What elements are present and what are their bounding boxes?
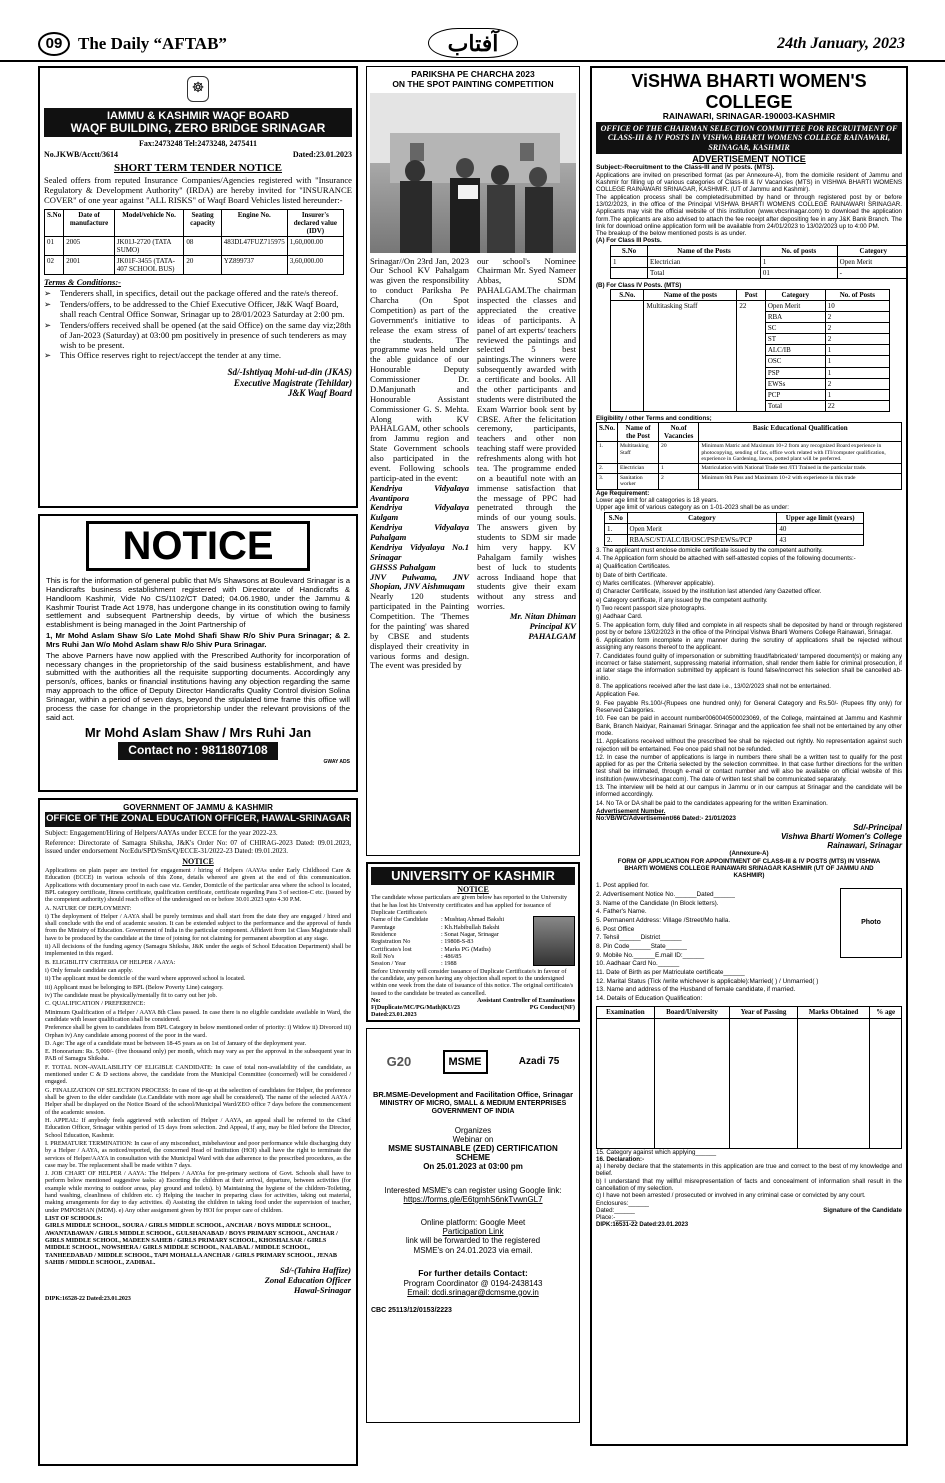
vehicle-cell: 1,60,000.00 <box>287 237 343 256</box>
zeo-clause: E. Honorarium: Rs. 5,000/- (five thousand only) per month, which may vary as per the approval in the subsequent year in PAB of Samagra Shiksha. <box>45 1048 351 1063</box>
terms-item: 10. Fee can be paid in account number0060040500023069, of the College, maintained at Jammu and Kashmir Bank, Branch Naidyar, Rainawari Srinagar. Srinagar and the application fee shall not be entertained by any other mode. <box>596 715 902 737</box>
eligibility-cell: 1. <box>597 442 618 464</box>
age-header: Upper age limit (years) <box>777 512 864 523</box>
zeo-clause: A. NATURE OF DEPLOYMENT: <box>45 904 132 912</box>
middle-column <box>366 66 580 1423</box>
form-field: 5. Permanent Address: Village /Street/Mo halla. <box>596 917 731 925</box>
arrow-icon: ➢ <box>44 350 52 361</box>
waqf-fax: Fax:2473248 Tel:2473248, 2475411 <box>138 139 257 149</box>
vehicle-cell: 02 <box>45 256 64 275</box>
zeo-clause: H. APPEAL: If anybody feels aggrieved with selection of Helper / AAYA, an appeal shall be referred to the Chief Education Officer, Srinagar within period of 15 days from selection. 2nd Appeal, if any, may be filed before the Director, School Education, Kashmir. <box>45 1116 351 1139</box>
form-field: 14. Details of Education Qualification: <box>596 994 703 1002</box>
ad-agency-tag: GWAY ADS <box>323 759 350 766</box>
photo-box: Photo <box>840 888 902 958</box>
zeo-clause: F. TOTAL NON-AVAILABILITY OF ELIGIBLE CANDIDATE: In case of total non-availability of the candidate, as mentioned under C & D sections above, the candidate from the Municipal Committee (concerned) will be considered / engaged. <box>45 1063 351 1086</box>
eligibility-cell: Minimum 8th Pass and Maximum 10+2 with experience in this trade <box>699 473 902 489</box>
eligibility-heading: Eligibility / other Terms and conditions; <box>596 414 712 422</box>
selection-committee: OFFICE OF THE CHAIRMAN SELECTION COMMITTEE FOR RECRUITMENT OF CLASS-III & IV POSTS IN VISHWA BHARTI WOMENS COLLEGE RAINAWARI, SRINAGAR, KASHMIR <box>596 122 902 154</box>
class-iv-count: 2 <box>825 312 889 323</box>
article-title-1: PARIKSHA PE CHARCHA 2023 <box>411 69 535 79</box>
msme-office: BR.MSME-Development and Facilitation Office, Srinagar <box>372 1090 574 1099</box>
candidate-field: Roll No's : 486/85 <box>371 952 462 960</box>
declaration-item: c) I have not been arrested / prosecuted or involved in any criminal case or convicted by any court. <box>596 1192 866 1200</box>
education-header: % age <box>870 1007 902 1018</box>
class-iii-cell: - <box>837 267 908 278</box>
term-item: ➢ Tenders/offers, to be addressed to the Chief Executive Officer, J&K Waqf Board, shall reach Central Office Sonwar, Srinagar up to 28/01/2023 Saturday at 2:00 pm. <box>44 299 345 319</box>
class-iv-header: Name of the posts <box>644 290 737 301</box>
class-iv-category: ALC/IB <box>765 345 825 356</box>
advertisement-number-label: Advertisement Number. <box>596 808 666 816</box>
class-iv-count: 2 <box>825 378 889 389</box>
left-column <box>38 66 358 1472</box>
age-cell: 1. <box>605 523 628 534</box>
declarations <box>596 1163 902 1200</box>
age-cell: 2. <box>605 534 628 545</box>
msme-cbc: CBC 25113/12/0153/2223 <box>371 1306 452 1314</box>
education-header: Year of Passing <box>730 1007 797 1018</box>
terms-item: 14. No TA or DA shall be paid to the candidates appearing for the written Examination. <box>596 799 828 807</box>
candidate-field: Parentage : Kh.Habibullah Bakshi <box>371 923 500 931</box>
kashmir-university-notice <box>366 862 580 1022</box>
education-table <box>596 1006 902 1148</box>
class-iii-cell: 01 <box>760 267 837 278</box>
form-field: 9. Mobile No.______E.mail ID:______ <box>596 951 704 959</box>
zeo-clause: i) Only female candidate can apply. <box>45 967 133 975</box>
eligibility-row <box>597 464 902 473</box>
waqf-signature: Sd/-Ishtiyaq Mohi-ud-din (JKAS) Executive Magistrate (Tehildar) J&K Waqf Board <box>227 367 352 398</box>
class-iii-row <box>611 256 909 267</box>
age-cell: RBA/SC/ST/ALC/IB/OSC/PSP/EWSs/PCP <box>627 534 777 545</box>
vehicle-table <box>44 209 344 275</box>
eligibility-header: No.of Vacancies <box>659 423 699 442</box>
university-intro: The candidate whose particulars are given below has reported to the University that he has lost his University certificates and has applied for issuance of Duplicate Certificate/s <box>371 894 568 917</box>
class-iv-category: RBA <box>765 312 825 323</box>
zeo-dipk: DIPK:16528-22 Dated:23.01.2023 <box>45 1295 131 1302</box>
article-title-2: ON THE SPOT PAINTING COMPETITION <box>392 78 554 89</box>
principal-signature: Sd/-Principal Vishwa Bharti Women's College Rainawari, Srinagar <box>780 822 902 851</box>
page-number: 09 <box>38 32 70 56</box>
msme-register: Interested MSME's can register using Google link: <box>384 1185 562 1195</box>
newspaper-logo: آفتاب <box>428 28 518 58</box>
class-iv-category: ST <box>765 334 825 345</box>
terms-item: 5. The application form, duly filled and complete in all respects shall be deposited by hand or through registered post by or before 13/02/2023 in the office of the Principal Vishwa Bharti Womens College Rainawari, Srinagar. <box>596 621 902 636</box>
age-header: S.No <box>605 512 628 523</box>
vehicle-header: Insurer's declared value (IDV) <box>287 209 343 236</box>
class-iii-header: Category <box>837 245 908 256</box>
msme-date: On 25.01.2023 at 03:00 pm <box>423 1162 523 1172</box>
college-name: ViSHWA BHARTI WOMEN'S COLLEGE <box>631 71 867 112</box>
vehicle-cell: 20 <box>184 256 221 275</box>
form-field: 11. Date of Birth as per Matriculate certificate______ <box>596 968 745 976</box>
age-table <box>604 512 864 546</box>
university-body: Before University will consider issuance of Duplicate Certificate/s in favour of the candidate, any person having any objection shall report to the undersigned within one week from the date of issuance of this notice. The original certificate/s issued to the candidate be treated as cancelled. <box>371 967 574 997</box>
class-iv-header: Category <box>765 290 825 301</box>
waqf-intro: Sealed offers from reputed Insurance Companies/Agencies registered with "Insurance Regulatory & Development Authority" (IRDA) are hereby invited for "INSURANCE COVER" of one year against "ALL RISKS" of Waqf Board Vehicles listed hereunder:- <box>44 175 352 206</box>
waqf-org-name: IAMMU & KASHMIR WAQF BOARD WAQF BUILDING, ZERO BRIDGE SRINAGAR <box>44 108 352 137</box>
zeo-office: OFFICE OF THE ZONAL EDUCATION OFFICER, HAWAL-SRINAGAR <box>45 812 351 826</box>
terms-title: Terms & Conditions:- <box>44 277 122 288</box>
article-body <box>370 257 576 672</box>
vbwc-advertisement <box>590 66 908 1446</box>
msme-logo-icon: MSME <box>443 1050 488 1075</box>
vbwc-breakup: The breakup of the below mentioned posts is as under. <box>596 230 747 238</box>
article-left-text: Srinagar//On 23rd Jan, 2023 Our School KV Pahalgam was given the responsibility to conduct Pariksha Pe Charcha (On Spot Competition) as part of the Government's initiative to release the exam stress of the students. The programme was held under the able guidance of our Honourable Deputy Commissioner Dr. D.Manjunath and Honourable Assistant Commissioner G. S. Mehta. Along with KV PAHALGAM, other schools from Jammu region and State Government schools also participated in the event. Following schools particip-ated in the event: <box>370 255 469 483</box>
class-iv-header: S.No. <box>611 290 644 301</box>
zeo-signature: Sd/-(Tahira Haffize) Zonal Education Officer Hawal-Srinagar <box>264 1265 351 1295</box>
vehicle-header: Seating capacity <box>184 209 221 236</box>
class-iv-post: Multitasking Staff <box>644 301 737 411</box>
msme-scheme: MSME SUSTAINABLE (ZED) CERTIFICATION SCHEME <box>388 1144 558 1163</box>
shawsons-notice <box>38 514 358 792</box>
term-item: ➢ Tenderers shall, in specifics, detail out the package offered and the rate/s thereof. <box>44 288 339 299</box>
eligibility-cell: 3. <box>597 473 618 489</box>
form-field: 10. Aadhaar Card No.______ <box>596 960 680 968</box>
candidate-field: Registration No : 19808-S-83 <box>371 938 474 946</box>
zeo-clause: G. FINALIZATION OF SELECTION PROCESS: In case of tie-up at the selection of candidates for Helper, the preference shall be given to the elder candidate (i.e.Candidate with more age shall be considered). The name of the selected AAYA / Helper shall be displayed on the Notice Board of the school/Municipal Ward/ZEO office 7 days before the commencement of the academic session. <box>45 1086 351 1116</box>
eligibility-header: Basic Educational Qualification <box>699 423 902 442</box>
class-iv-count: 1 <box>825 367 889 378</box>
class-iv-post-count: 22 <box>737 301 766 411</box>
form-field: 2. Advertisement Notice No.______Dated______ <box>596 891 735 899</box>
class-iv-table <box>610 289 890 412</box>
zeo-schools: GIRLS MIDDLE SCHOOL, SOURA / GIRLS MIDDLE SCHOOL, ANCHAR / BOYS MIDDLE SCHOOL, AWANTABAWAN / GIRLS MIDDLE SCHOOL, GULSHANABAD / BOYS PRIMARY SCHOOL, ANCHAR / GIRLS MIDDLE SCHOOL, MADEEN SAHEB / GIRLS PRIMARY SCHOOL, KHOSHALSAR / GIRLS MIDDLE SCHOOL, NOWSHERA / GIRLS MIDDLE SCHOOL, NALABAL / MIDDLE SCHOOL, TANHEEDABAD / MIDDLE SCHOOL, TAPI MOHALLA ANCHAR / GIRLS PRIMARY SCHOOL, JENAB SAHIB / MIDDLE SCHOOL, ZADIBAL. <box>45 1222 338 1266</box>
msme-register-link[interactable]: https://forms.gle/E6tgmhS6nkTvwnGL7 <box>403 1194 543 1204</box>
notice-para-1: This is for the information of general public that M/s Shawsons at Boulevard Srinagar is a Handicrafts business establishment registered with Directorate of Handicrafts & Handloom Kashmir, Vide No CS/1102/CT Dated; 04.06.1980, under the Jammu & Kashmir Tourist Trade Act 1978, has undergone change in its constitution owing to family settlement and subsequent Partnership deeds, by virtue of which the business establishment is being managed in the Joint Partnership of <box>46 576 350 630</box>
issue-date: 24th January, 2023 <box>777 35 905 52</box>
terms-items <box>596 547 902 807</box>
eligibility-cell: Electrician <box>617 464 658 473</box>
eligibility-cell: Multitasking Staff <box>617 442 658 464</box>
vehicle-cell: 2005 <box>64 237 115 256</box>
vbwc-para-2: The application process shall be completed/submitted by hand or through registered post by or before 13/02/2023, in the office of the Principal VISHWA BHARTI WOMENS COLLEGE RAINAWARI SRINAGAR. Applicants may visit the official website of this institution (www.vbcsrinagar.com) to download the application form.The applicants are also advised to attach the fee receipt after depositing fee in any J&K Bank Branch. The link for download online application form will be available from 24/01/2023 to 13/02/2023 up to 4:00 PM. <box>596 193 902 230</box>
class-iv-count: 1 <box>825 345 889 356</box>
class-iv-category: PCP <box>765 389 825 400</box>
school-name: Kendriya Vidyalaya Kulgam <box>370 502 469 523</box>
masthead <box>0 0 945 62</box>
eligibility-row <box>597 442 902 464</box>
class-iv-category: SC <box>765 323 825 334</box>
zeo-gov: GOVERNMENT OF JAMMU & KASHMIR <box>123 803 273 812</box>
eligibility-cell: 1 <box>659 464 699 473</box>
vehicle-cell: 2001 <box>64 256 115 275</box>
term-item: ➢ This Office reserves right to reject/accept the tender at any time. <box>44 350 282 361</box>
vehicle-row <box>45 256 344 275</box>
msme-organizes: Organizes <box>454 1125 492 1135</box>
class-iii-heading: (A) For Class III Posts. <box>596 237 662 245</box>
class-iii-row <box>611 267 909 278</box>
terms-item: d) Character Certificate, issued by the institution last attended /any Gazetted officer. <box>596 588 822 596</box>
eligibility-cell: Sanitation worker <box>617 473 658 489</box>
msme-webinar-ad <box>366 1028 580 1423</box>
arrow-icon: ➢ <box>44 299 52 309</box>
terms-item: a) Qualification Certificates. <box>596 563 671 571</box>
eligibility-cell: 20 <box>659 442 699 464</box>
class-iv-count: 10 <box>825 301 889 312</box>
school-name: Kendriya Vidyalaya No.1 Srinagar <box>370 541 469 562</box>
emblem-icon: ☸ <box>187 76 209 102</box>
zeo-clause: Preference shall be given to candidates from BPL Category in below mentioned order of priority: i) Widow ii) Divorced iii) Orphan iv) Any candidate among poorest of the poor in the ward. <box>45 1024 351 1039</box>
class-iv-header: Post <box>737 290 766 301</box>
waqf-ref: No.JKWB/Acctt/3614 Dated:23.01.2023 <box>44 150 352 160</box>
zeo-clause: Minimum Qualification of a Helper / AAYA 8th Class passed. In case there is no eligible candidate available in Ward, the candidate with lesser qualification shall be considered. <box>45 1008 351 1023</box>
age-heading: Age Requirement: <box>596 489 650 497</box>
vbwc-para-1: Applications are invited on prescribed format (as per Annexure-A), from the domicile resident of Jammu and Kashmir for filling up of various categories of Class-III & IV Vacancies (MTS) in VISHWA BHARTI WOMENS COLLEGE RAINAWARI SRINAGAR, KASHMIR. (UT of Jammu and Kashmir). <box>596 171 902 194</box>
vbwc-dipk: DIPK:16531-22 Dated:23.01.2023 <box>596 1221 689 1228</box>
form-field: 8. Pin Code______State______ <box>596 942 687 950</box>
event-photo <box>370 93 576 253</box>
form-field-16: 16. Declaration:- <box>596 1155 645 1163</box>
g20-logo-icon: G20 <box>386 1053 412 1069</box>
waqf-title: SHORT TERM TENDER NOTICE <box>113 161 283 174</box>
terms-item: 4. The Application form should be attached with self-attested copies of the following documents:- <box>596 555 856 563</box>
class-iii-cell: Open Merit <box>837 256 908 267</box>
candidate-photo <box>533 916 575 966</box>
form-title: FORM OF APPLICATION FOR APPOINTMENT OF CLASS-III & IV POSTS (MTS) IN VISHWA BHARTI WOMENS COLLEGE RAINAWARI SRINAGAR KASHMIR (UT OF JAMMU AND KASHMIR) <box>617 857 881 880</box>
article-right-text: our school's Nominee Chairman Mr. Syed Nameer Abbas, SDM PAHALGAM.The chairman inspected the classes and appreciated the creative ideas of participants. A panel of art experts/ teachers reviewed the paintings and selected 5 best paintings.The winners were subsequently awarded with a certificate and books. All the other participants and students were distributed the Exam Warrior book sent by CBSE. After the felicitation ceremony, participants, teachers and other non teaching staff were provided refreshments along with hot tea. The programme ended on a beautiful note with an immense satisfaction that the message of PPC had penetrated through the minds of our young souls. The answers given by students to SDM sir made him very happy. KV Pahalgam family wishes best of luck to students across Indiaand hope that students give their exam without any stress and worries. <box>477 255 576 612</box>
form-field-15: 15. Category against which applying______ <box>596 1148 717 1156</box>
pariksha-article <box>366 66 580 856</box>
vehicle-cell: YZ899737 <box>221 256 287 275</box>
annexure-label: (Annexure-A) <box>729 850 769 858</box>
education-header: Examination <box>597 1007 655 1018</box>
terms-item: 6. Application form incomplete in any manner during the scrutiny of applications shall be rejected without assigning any reasons thereof to the applicant. <box>596 637 902 652</box>
msme-contact: For further details Contact: <box>418 1267 528 1278</box>
terms-item: c) Marks certificates. (Wherever applicable). <box>596 579 715 587</box>
school-name: Kendriya Vidyalaya Pahalgam <box>370 522 469 543</box>
newspaper-name: The Daily “AFTAB” <box>78 34 227 53</box>
zeo-subject: Subject: Engagement/Hiring of Helpers/AAYAs under ECCE for the year 2022-23. <box>45 828 278 837</box>
zeo-title: NOTICE <box>182 856 214 866</box>
form-field: 12. Marital Status (Tick /write whichever is applicable):Married( ) / Unmarried( ) <box>596 977 819 985</box>
notice-para-2: The above Parners have now applied with the Prescribed Authority for incorporation of necessary changes in the proprietorship of the said business establishment, and have submitted with the authorities all the requisite supporting documents. Accordingly any person/s, offices, banks or financial institutions having any objection regarding the same may approach to the office of Deputy Director Handicrafts Quality Control division Solina Srinagar, within a period of seven days, beyond the stipulated time frame this office will process the case for change in the proprietorship under the relevant provisions of the said act. <box>46 650 350 722</box>
candidate-fields <box>371 916 529 967</box>
msme-gov: GOVERNMENT OF INDIA <box>431 1107 515 1115</box>
class-iii-header: No. of posts <box>760 245 837 256</box>
class-iv-count: 2 <box>825 323 889 334</box>
advertisement-title: ADVERTISEMENT NOTICE <box>692 153 806 164</box>
zeo-clause: iii) Applicant must be belonging to BPL (Below Poverty Line) category. <box>45 983 224 991</box>
terms-item: 8. The applications received after the last date i.e., 13/02/2023 shall not be entertained. <box>596 683 831 691</box>
participating-schools <box>370 484 469 593</box>
eligibility-row <box>597 473 902 489</box>
vehicle-header: Date of manufacture <box>64 209 115 236</box>
vehicle-header: S.No <box>45 209 64 236</box>
school-name: GHSSS Pahalgam <box>370 561 436 572</box>
eligibility-cell: Minimum Matric and Maximum 10+2 from any recognized Board experience in photocopying, sending of fax, office work related with ITI/computer qualification, experience in Gardening, lawns, potted plant will be preferred. <box>699 442 902 464</box>
age-upper: Upper age limit of various category as on 1-01-2023 shall be as under: <box>596 504 789 512</box>
age-cell: 40 <box>777 523 864 534</box>
age-cell: Open Merit <box>627 523 777 534</box>
article-left-column <box>370 257 469 672</box>
class-iv-category: OSC <box>765 356 825 367</box>
article-right-column <box>477 257 576 672</box>
terms-item: 3. The applicant must enclose domicile certificate issued by the competent authority. <box>596 546 823 554</box>
event-photo-illustration <box>370 93 576 253</box>
education-header: Board/University <box>654 1007 729 1018</box>
class-iv-category: PSP <box>765 367 825 378</box>
article-signature: Mr. Nitan Dhiman Principal KV PAHALGAM <box>509 611 576 641</box>
class-iv-row <box>611 301 890 312</box>
candidate-field: Session / Year : 1988 <box>371 960 457 968</box>
eligibility-header: Name of the Post <box>617 423 658 442</box>
zeo-notice <box>38 798 358 1466</box>
zeo-clause: C. QUALIFICATION / PREFERENCE: <box>45 1000 146 1008</box>
zeo-clause: Applications on plain paper are invited for engagement / hiring of Helpers /AAYAs under Early Childhood Care & Education (ECCE) in various schools of this Zone, details whereof are given at the end of this communication. Applications with documentary proof in each case viz. Gender, Domicile of the particular area where the school is located, BPL category certificate, fitness certificate, qualification certificate, certificate regarding Para 3 of section-C etc. (issued by the competent authority) should reach office of the undersigned on or before 30.01.2023 upto 4.30 P.M. <box>45 866 351 904</box>
zeo-schools-title: LIST OF SCHOOLS: <box>45 1215 103 1223</box>
class-iv-category: EWSs <box>765 378 825 389</box>
waqf-tender-ad <box>38 66 358 508</box>
msme-logos <box>371 1033 575 1091</box>
terms-item: e) Category certificate, if any issued by the competent authority. <box>596 596 768 604</box>
terms-item: Application Fee. <box>596 691 640 699</box>
terms-item: b) Date of birth Certificate. <box>596 571 668 579</box>
eligibility-cell: Matriculation with National Trade test /ITI Trained in the particular trade. <box>699 464 902 473</box>
terms-item: g) Aadhaar Card. <box>596 613 643 621</box>
class-iii-table <box>610 245 908 279</box>
class-iii-header: S.No <box>611 245 648 256</box>
eligibility-header: S.No. <box>597 423 618 442</box>
vehicle-cell: JK01J-2720 (TATA SUMO) <box>114 237 184 256</box>
term-item: ➢ Tenders/offers received shall be opened (at the said Office) on the same day viz;28th of Jan-2023 (Saturday) at 03:00 pm positively in presence of such tenderers as may wish to be present. <box>44 319 351 350</box>
age-header: Category <box>627 512 777 523</box>
vehicle-cell: JK01F-3455 (TATA-407 SCHOOL BUS) <box>114 256 184 275</box>
msme-coordinator: Program Coordinator @ 0194-2438143 <box>403 1278 543 1288</box>
class-iii-cell: Total <box>648 267 761 278</box>
eligibility-cell: 2 <box>659 473 699 489</box>
terms-item: 7. Candidates found guilty of impersonation or submitting fraud/fabricated/ tampered document(s) or making any incorrect or false statement, suppressing material information, shall render them liable for criminal prosecution, if at later stage the information submitted by applicant is found false/incorrect his selection shall be cancelled ab-initio. <box>596 652 902 682</box>
declaration-item: a) I hereby declare that the statements in this application are true and correct to the best of my knowledge and belief. <box>596 1163 902 1178</box>
vehicle-cell: 3,60,000.00 <box>287 256 343 275</box>
class-iii-cell <box>611 267 648 278</box>
terms-item: 11. Applications received without the prescribed fee shall be rejected out rightly. No representation against such rejection will be entertained. Fee once paid shall not be refunded. <box>596 738 902 753</box>
zeo-clause: i) The deployment of Helper / AAYA shall be purely terminus and shall start from the date they are engaged / hired and shall conclude with the end of academic session. It can be extended subject to the performance and the approval of funds from the Ministry of Education. Government of India in the particular component. Affidavit from 1st Class Magistrate shall have to be produced by the candidate at the time of joining for not claiming for permanent absorption at any stage. <box>45 912 351 942</box>
zeo-body <box>45 867 351 1214</box>
arrow-icon: ➢ <box>44 288 52 299</box>
university-footer: No: F(Duplicate/MC/PG/Math)KU/23 Dated:23.01.2023 Assistant Controller of Examinations PG Conduct(NF) <box>371 996 575 1019</box>
msme-forward: link will be forwarded to the registered MSME's on 24.01.2023 via email. <box>405 1236 541 1255</box>
zeo-clause: D. Age: The age of a candidate must be between 18-45 years as on 1st of January of the deployment year. <box>45 1039 307 1047</box>
class-iv-category: Total <box>765 400 825 411</box>
form-footer: Enclosures:______ Dated:______ Place:-______ Signature of the Candidate <box>596 1199 902 1222</box>
advertisement-number: No:VB/WC/Advertisement/66 Dated:- 21/01/2023 <box>596 815 736 823</box>
azadi-logo-icon: Azadi 75 <box>518 1056 560 1068</box>
class-iv-category: Open Merit <box>765 301 825 312</box>
form-field: 13. Name and address of the Husband of female candidate, if married. <box>596 986 796 994</box>
age-row <box>605 523 864 534</box>
msme-participation-link[interactable]: Participation Link <box>442 1227 504 1237</box>
declaration-item: b) I understand that my willful misrepresentation of facts and concealment of information shall result in the cancellation of my selection. <box>596 1177 902 1193</box>
form-field: 6. Post Office <box>596 925 635 933</box>
class-iv-header: No. of Posts <box>825 290 889 301</box>
vehicle-header: Model/vehicle No. <box>114 209 184 236</box>
article-left-text-2: Nearly 120 students participated in the Painting Competition. The 'Themes for the painting' was shared by CBSE and students displayed their creativity in various forms and design. The event was presided by <box>370 591 469 671</box>
msme-email[interactable]: Email: dcdi.srinagar@dcmsme.gov.in <box>407 1287 539 1297</box>
vehicle-cell: 01 <box>45 237 64 256</box>
school-name: Kendriya Vidyalaya Avantipora <box>370 482 469 503</box>
form-field: 1. Post applied for. <box>596 882 649 890</box>
zeo-reference: Reference: Directorate of Samagra Shiksha, J&K's Order No: 07 of CHIRAG-2023 Dated: 09.01.2023, issued under endorsement No:Edu/SPD/SmS/Q/ECCE-31/2022-23 Dated: 09.01.2023. <box>45 838 351 855</box>
university-notice-title: NOTICE <box>457 885 489 895</box>
university-name: UNIVERSITY OF KASHMIR <box>371 867 575 885</box>
class-iv-heading: (B) For Class IV Posts. (MTS) <box>596 281 682 289</box>
vehicle-header: Engine No. <box>221 209 287 236</box>
arrow-icon: ➢ <box>44 319 52 330</box>
zeo-clause: ii) The applicant must be domicile of the ward where approved school is located. <box>45 975 246 983</box>
notice-names: Mr Mohd Aslam Shaw / Mrs Ruhi Jan <box>84 724 312 740</box>
notice-contact: Contact no : 9811807108 <box>118 742 277 760</box>
school-name: JNV Pulwama, JNV Shopian, JNV Aishmuqam <box>370 571 469 592</box>
college-address: RAINAWARI, SRINAGAR-190003-KASHMIR <box>662 111 836 122</box>
terms-item: 9. Fee payable Rs.100/-(Rupees one hundred only) for General Category and Rs.50/- (Rupees fifty only) for Reserved Categories. <box>596 699 902 714</box>
right-column <box>590 66 908 1446</box>
zeo-clause: I. PREMATURE TERMINATION: In case of any misconduct, misbehaviour and poor performance while discharging duty by a Helper / AAYA, as noticed/reported, the concerned Head of Institution (HOI) shall have the right to terminate the services of Helper/AAYA in consultation with the Municipal Ward with due adherence to the prescribed procedures, as the case may be. The replacement shall be made within 7 days. <box>45 1139 351 1169</box>
vehicle-cell: 08 <box>184 237 221 256</box>
candidate-field: Residence : Sonat Nagar, Srinagar <box>371 931 499 939</box>
zeo-clause: ii) All decisions of the funding agency (Samagra Shiksha, J&K under the aegis of School Education Department) shall be implemented in this regard. <box>45 943 351 958</box>
form-field: 3. Name of the Candidate (In Block letters). <box>596 899 719 907</box>
education-header: Marks Obtained <box>797 1007 870 1018</box>
vehicle-row <box>45 237 344 256</box>
msme-ministry: MINISTRY OF MICRO, SMALL & MEDIUM ENTERPRISES <box>379 1099 567 1107</box>
vbwc-subject: Subject:-Recruitment to the Class-III and IV posts. (MTS). <box>596 164 775 172</box>
terms-list <box>44 289 352 361</box>
class-iv-count: 2 <box>825 334 889 345</box>
class-iv-count: 1 <box>825 356 889 367</box>
age-cell: 43 <box>777 534 864 545</box>
notice-heading: NOTICE <box>86 521 310 571</box>
age-row <box>605 534 864 545</box>
zeo-clause: J. JOB CHART OF HELPER / AAYA: The Helpers / AAYAs for pre-primary sections of Govt. Schools shall have to perform below mentioned suggestive tasks: a) Escorting the children at their arrival, departure, between activities (for example while moving to outdoor areas, play ground and toilets). b) Maintaining the hygiene of the children-Toileting, hand washing, cleanliness of children etc. c) Helping the teacher in preparing class for activities, taking out material, making arrangements for day to day activities. d) Assisting the children in taking food under the supervision of teacher, under PMPOSHAN (MDM). e) Any other assignment given by HOI for proper care of children. <box>45 1170 351 1214</box>
class-iii-cell: 1 <box>611 256 648 267</box>
class-iv-count: 22 <box>825 400 889 411</box>
terms-item: 13. The interview will be held at our campus in Jammu or in our campus at Srinagar and the candidate will be informed accordingly. <box>596 784 902 799</box>
candidate-field: Name of the Candidate : Mushtaq Ahmad Bakshi <box>371 916 505 924</box>
terms-item: 12. In case the number of applications is large in numbers there shall be a written test to qualify for the post applied for as per the Criteria selected by the selection committee. In that case further directions for the written test shall be intimated, through e-mail or contact number and will also be available on official website of this institution (www.vbcsrinagar.com). The date of written test shall be communicated separately. <box>596 753 902 783</box>
notice-partners: 1, Mr Mohd Aslam Shaw S/o Late Mohd Shafi Shaw R/o Shiv Pura Srinagar; & 2. Mrs Ruhi Jan W/o Mohd Aslam shaw R/o Shiv Pura Srinagar. <box>46 631 350 649</box>
class-iv-count: 1 <box>825 389 889 400</box>
class-iii-cell: Electrician <box>648 256 761 267</box>
class-iii-cell: 1 <box>760 256 837 267</box>
eligibility-table <box>596 422 902 490</box>
class-iii-header: Name of the Posts <box>648 245 761 256</box>
application-form-fields <box>596 882 836 1003</box>
candidate-field: Certificate/s lost : Marks PG (Maths) <box>371 945 491 953</box>
zeo-clause: iv) The candidate must be physically/mentally fit to carry out her job. <box>45 991 218 999</box>
zeo-clause: B. ELIGIBILITY CRITERIA OF HELPER / AAYA: <box>45 958 176 966</box>
msme-platform: Online platform: Google Meet <box>420 1218 526 1228</box>
eligibility-cell: 2. <box>597 464 618 473</box>
msme-webinar: Webinar on <box>452 1134 494 1144</box>
terms-item: f) Two recent passport size photographs. <box>596 604 706 612</box>
form-field: 4. Father's Name. <box>596 908 647 916</box>
vehicle-cell: 483DL47FUZ715975 <box>221 237 287 256</box>
form-field: 7. Tehsil______District______ <box>596 934 682 942</box>
age-lower: Lower age limit for all categories is 18 years. <box>596 496 719 504</box>
